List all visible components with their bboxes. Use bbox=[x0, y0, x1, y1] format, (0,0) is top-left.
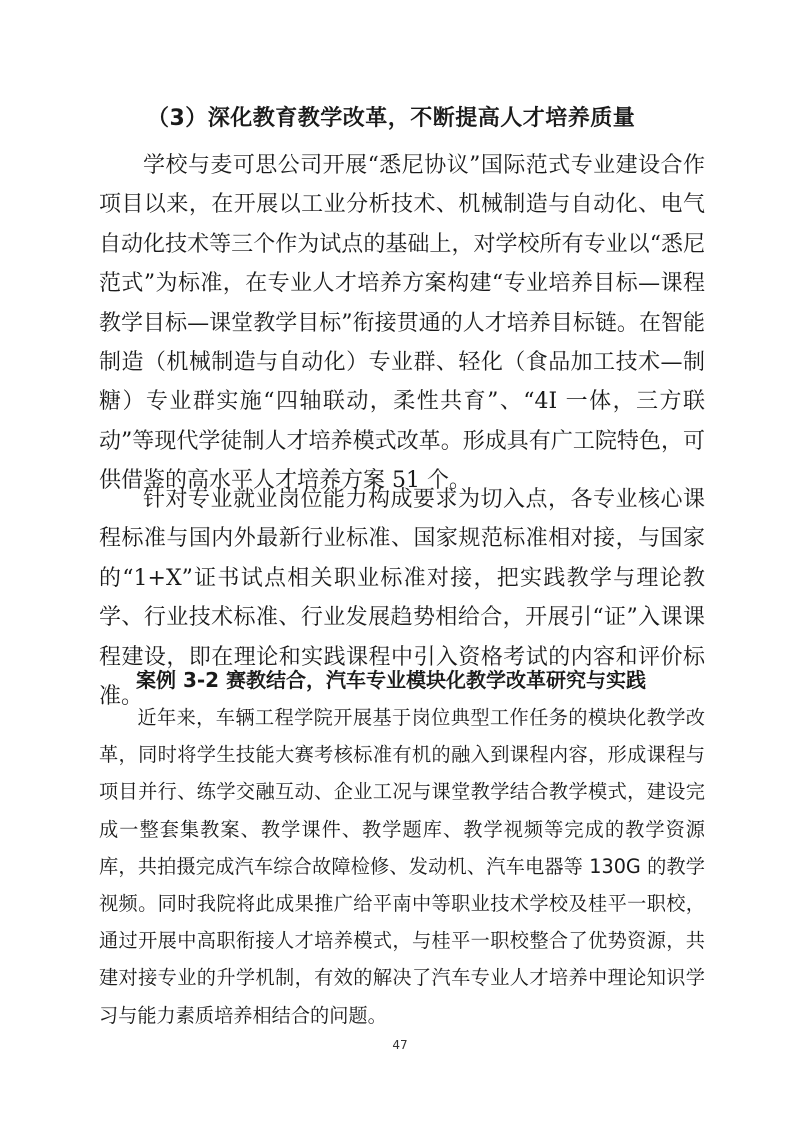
section-paragraph-2: 针对专业就业岗位能力构成要求为切入点，各专业核心课程标准与国内外最新行业标准、国家规范标准相对接，与国家的“1+X”证书试点相关职业标准对接，把实践教学与理论教学、行业技术标准、行业发展趋势相给合，开展引“证”入课课程建设，即在理论和实践课程中引入资格考试的内容和评价标准。 bbox=[99, 487, 705, 710]
section-paragraph-1: 学校与麦可思公司开展“悉尼协议”国际范式专业建设合作项目以来，在开展以工业分析技术、机械制造与自动化、电气自动化技术等三个作为试点的基础上，对学校所有专业以“悉尼范式”为标准，在专业人才培养方案构建“专业培养目标—课程教学目标—课堂教学目标”衔接贯通的人才培养目标链。在智能制造（机械制造与自动化）专业群、轻化（食品加工技术—制糖）专业群实施“四轴联动，柔性共育”、“4I 一体，三方联动”等现代学徒制人才培养模式改革。形成具有广工院特色，可供借鉴的高水平人才培养方案 51 个。 bbox=[99, 153, 705, 494]
section-paragraph-1-block bbox=[99, 146, 705, 501]
section-heading: （3）深化教育教学改革，不断提高人才培养质量 bbox=[147, 106, 636, 131]
case-paragraph-block bbox=[99, 699, 705, 1034]
case-title: 案例 3-2 赛教结合，汽车专业模块化教学改革研究与实践 bbox=[136, 668, 647, 692]
page-number: 47 bbox=[392, 1038, 408, 1052]
case-paragraph: 近年来，车辆工程学院开展基于岗位典型工作任务的模块化教学改革，同时将学生技能大赛考核标准有机的融入到课程内容，形成课程与项目并行、练学交融互动、企业工况与课堂教学结合教学模式，建设完成一整套集教案、教学课件、教学题库、教学视频等完成的教学资源库，共拍摄完成汽车综合故障检修、发动机、汽车电器等 130G 的教学视频。同时我院将此成果推广给平南中等职业技术学校及桂平一职校，通过开展中高职衔接人才培养模式，与桂平一职校整合了优势资源，共建对接专业的升学机制，有效的解决了汽车专业人才培养中理论知识学习与能力素质培养相结合的问题。 bbox=[99, 706, 705, 1027]
